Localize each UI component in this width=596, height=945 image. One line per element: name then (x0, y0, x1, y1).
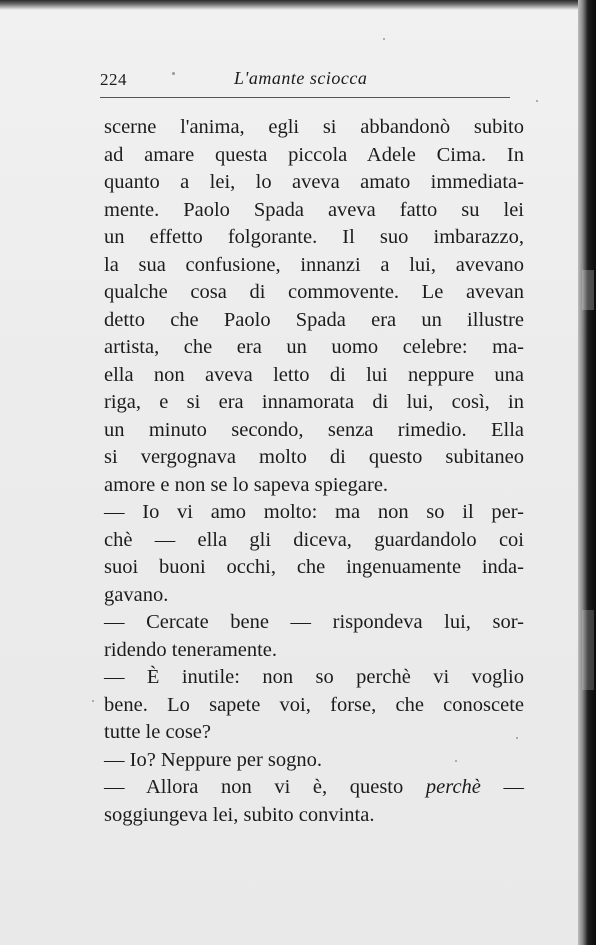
text-line: ad amare questa piccola Adele Cima. In (104, 143, 524, 166)
running-title: L'amante sciocca (234, 68, 368, 88)
text-line: un effetto folgorante. Il suo imbarazzo, (104, 226, 524, 248)
text-line-with-emphasis (104, 774, 524, 802)
dash: — (503, 776, 525, 798)
page-number: 224 (100, 70, 127, 89)
text-line: la sua confusione, innanzi a lui, avevano (104, 253, 524, 276)
text-line-start: — Allora non vi è, questo (104, 776, 404, 798)
text-line: artista, che era un uomo celebre: ma- (104, 336, 524, 358)
text-line: soggiungeva lei, subito convinta. (104, 803, 375, 826)
text-line: mente. Paolo Spada aveva fatto su lei (104, 198, 524, 221)
paper-speck (383, 38, 385, 40)
page-edge (578, 0, 596, 945)
text-line: — Io? Neppure per sogno. (104, 748, 323, 771)
paper-speck (172, 72, 175, 75)
text-line: — È inutile: non so perchè vi voglio (104, 666, 524, 688)
paper-speck (516, 737, 518, 739)
text-line: si vergognava molto di questo subitaneo (104, 446, 524, 468)
text-line: chè — ella gli diceva, guardandolo coi (104, 528, 524, 551)
text-line: bene. Lo sapete voi, forse, che conoscete (104, 693, 524, 716)
text-line: un minuto secondo, senza rimedio. Ella (104, 418, 524, 441)
text-line: — Io vi amo molto: ma non so il per- (104, 501, 524, 523)
text-line: amore e non se lo sapeva spiegare. (104, 473, 389, 496)
page-edge-highlight (582, 270, 594, 310)
header-rule (100, 97, 510, 98)
text-line: ridendo teneramente. (104, 638, 278, 661)
text-line: suoi buoni occhi, che ingenuamente inda- (104, 556, 524, 578)
text-line: quanto a lei, lo aveva amato immediata- (104, 171, 524, 193)
paper-speck (455, 760, 457, 762)
text-line: riga, e si era innamorata di lui, così, in (104, 391, 524, 413)
text-line: detto che Paolo Spada era un illustre (104, 308, 524, 331)
emphasized-word: perchè (425, 776, 481, 798)
paper-speck (536, 100, 538, 102)
text-line: tutte le cose? (104, 721, 212, 743)
text-line: ella non aveva letto di lui neppure una (104, 363, 524, 386)
paper-speck (92, 700, 94, 702)
page-edge-highlight (582, 610, 594, 690)
page-header (100, 66, 510, 94)
text-line: scerne l'anima, egli si abbandonò subito (104, 116, 524, 138)
text-line: gavano. (104, 583, 169, 606)
text-line: qualche cosa di commovente. Le avevan (104, 281, 524, 303)
text-line: — Cercate bene — rispondeva lui, sor- (104, 611, 524, 633)
body-text (104, 114, 524, 829)
scan-shadow-top (0, 0, 596, 10)
